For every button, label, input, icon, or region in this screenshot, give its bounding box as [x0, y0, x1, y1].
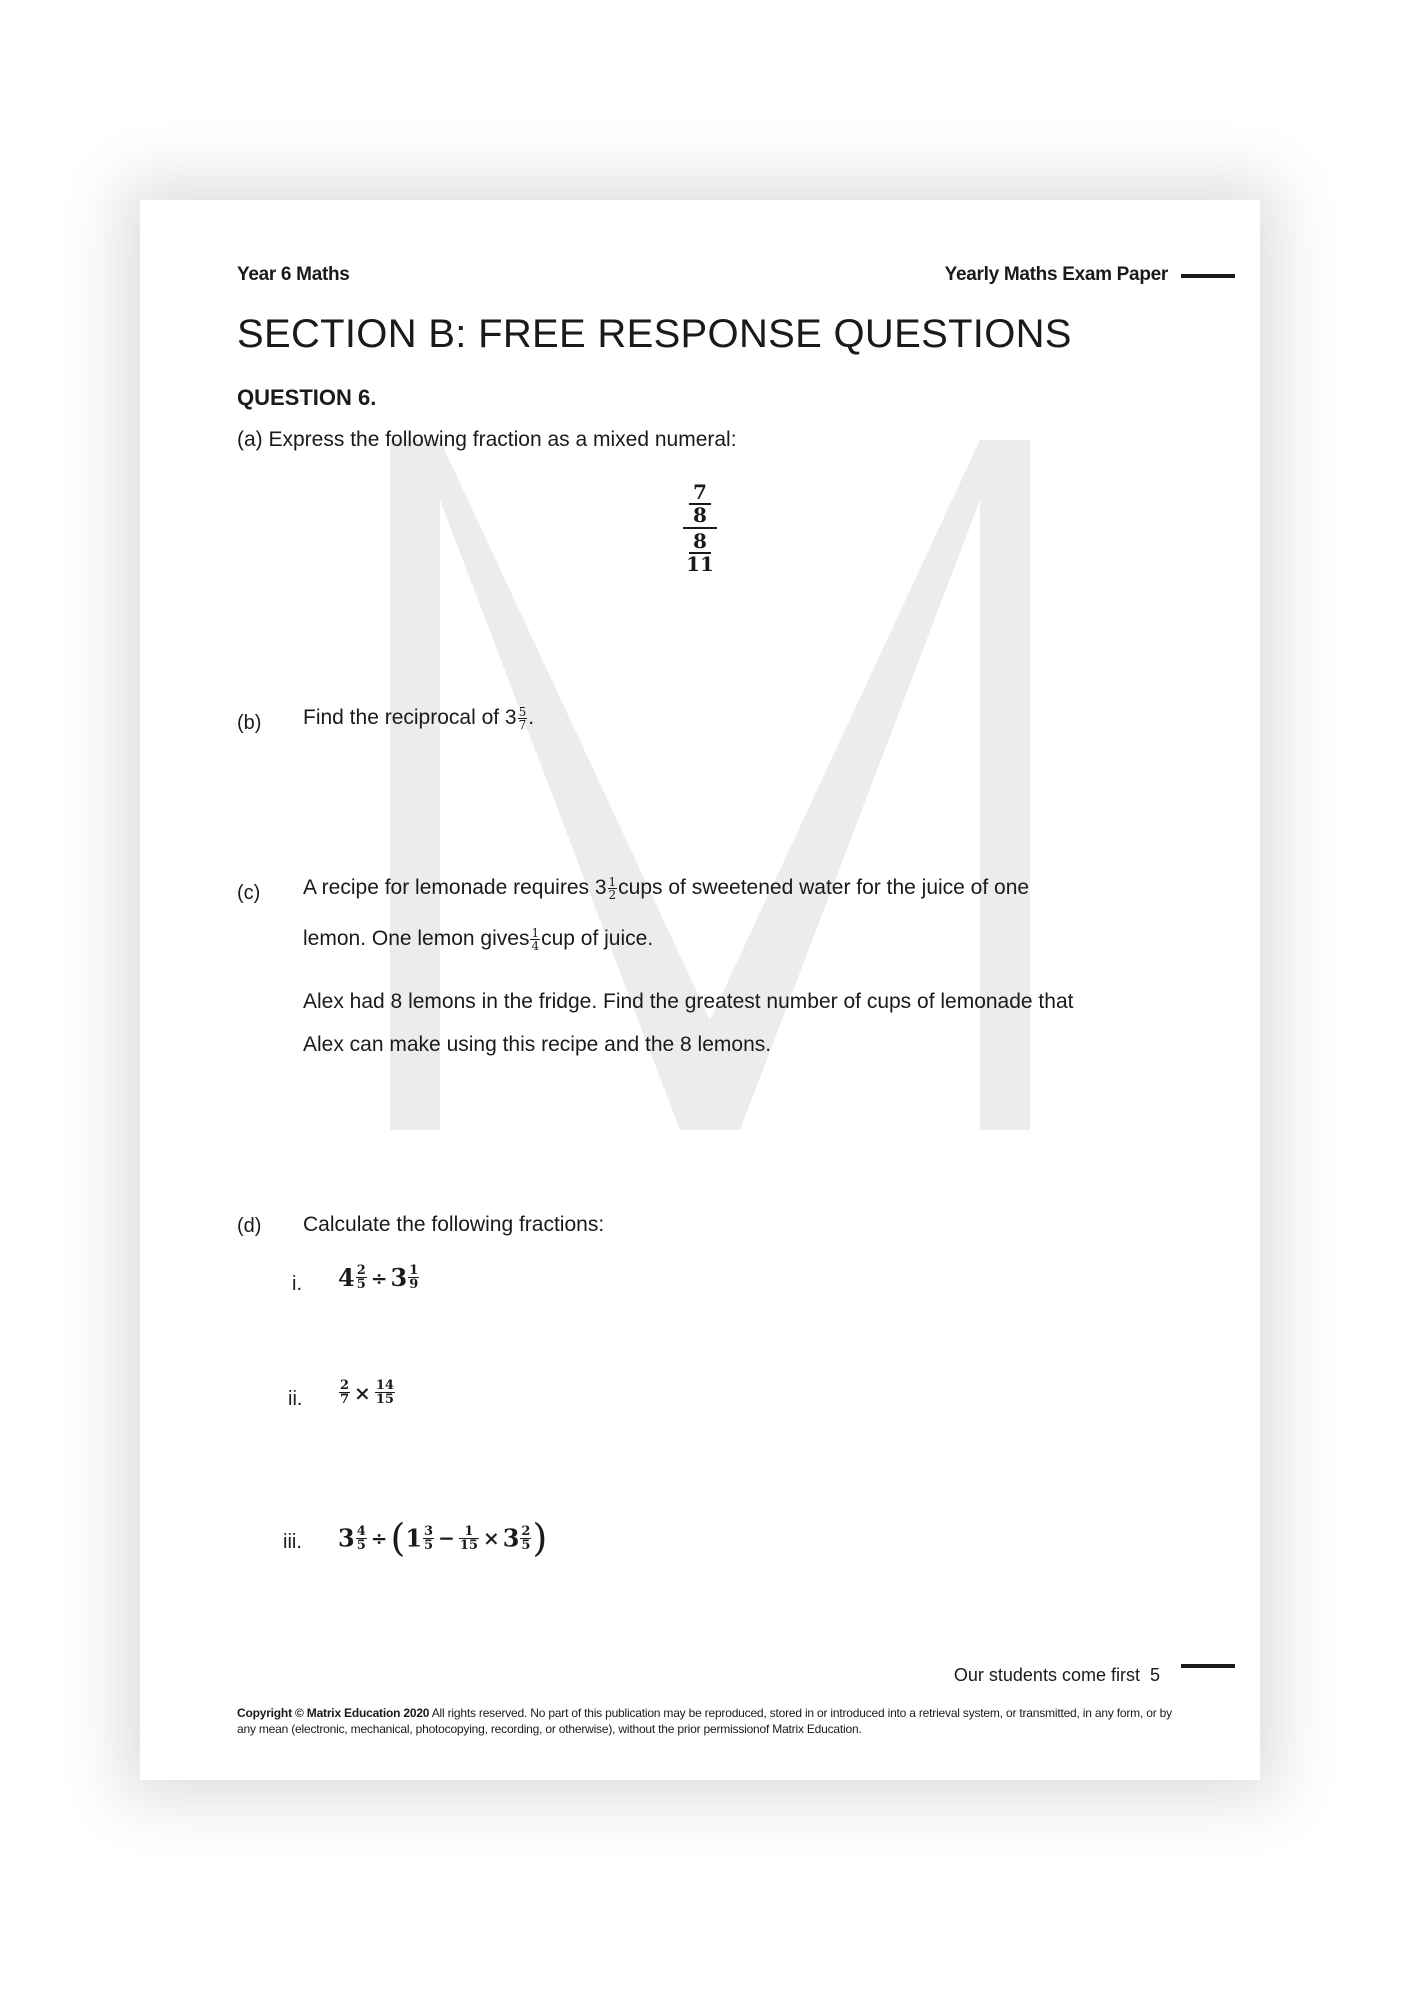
part-b-label: (b) [237, 712, 262, 734]
part-c-line-3: Alex had 8 lemons in the fridge. Find the greatest number of cups of lemonade that [303, 990, 1074, 1013]
part-d-item-ii-expression: $\frac{2}{7}$ × $\frac{14}{15}$ [340, 1378, 394, 1407]
bottom-numerator: 8 [689, 531, 711, 554]
part-b-prompt: Find the reciprocal of 3 [303, 706, 517, 730]
complex-fraction [675, 482, 725, 574]
part-c-line-4: Alex can make using this recipe and the 8 lemons. [303, 1033, 772, 1056]
exam-page [140, 200, 1260, 1780]
part-b-text: Find the reciprocal of 3 $\frac{5}{7}$ . [303, 705, 535, 732]
copyright-notice: Copyright © Matrix Education 2020 All rights reserved. No part of this publication may be reproduced, stored in or introduced into a retrieval system, or transmitted, in any form, or by any mean (electronic, mechanical, photocopying, recording, or otherwise), without the prior permissionof Matrix Education. [237, 1706, 1172, 1736]
header-bar [1181, 274, 1235, 278]
top-denominator: 8 [693, 503, 707, 527]
part-c-line-1: A recipe for lemonade requires 3 $\frac{1}{2}$ cups of sweetened water for the juice of one [303, 875, 1030, 902]
part-a-text: (a) Express the following fraction as a mixed numeral: [237, 428, 737, 451]
question-title: QUESTION 6. [237, 385, 377, 410]
header-paper-title: Yearly Maths Exam Paper [944, 264, 1168, 285]
top-numerator: 7 [689, 482, 711, 505]
part-d-item-ii-label: ii. [288, 1388, 303, 1410]
footer-tagline: Our students come first 5 [953, 1665, 1160, 1685]
header-subject: Year 6 Maths [237, 264, 350, 285]
part-c-label: (c) [237, 882, 261, 904]
part-d-item-iii-label: iii. [283, 1531, 302, 1553]
part-d-item-i-expression: 4 $\frac{2}{5}$ ÷ 3 $\frac{1}{9}$ [338, 1263, 419, 1292]
part-b-fraction: $\frac{5}{7}$ [518, 705, 527, 732]
part-d-item-i-label: i. [292, 1273, 302, 1295]
part-c-fraction-1: $\frac{1}{2}$ [608, 875, 617, 902]
part-c-line-2: lemon. One lemon gives $\frac{1}{4}$ cup of juice. [303, 926, 654, 953]
part-d-text: Calculate the following fractions: [303, 1213, 605, 1236]
bottom-denominator: 11 [686, 552, 714, 576]
footer-bar [1181, 1664, 1235, 1668]
part-d-item-iii-expression: 3 $\frac{4}{5}$ ÷(1 $\frac{3}{5}$ − $\frac{1}{15}$ × 3 $\frac{2}{5}$ ) [338, 1516, 548, 1560]
section-title: SECTION B: FREE RESPONSE QUESTIONS [237, 312, 1072, 356]
part-c-fraction-2: $\frac{1}{4}$ [531, 926, 540, 953]
part-d-label: (d) [237, 1215, 262, 1237]
page-number: 5 [1149, 1665, 1160, 1685]
